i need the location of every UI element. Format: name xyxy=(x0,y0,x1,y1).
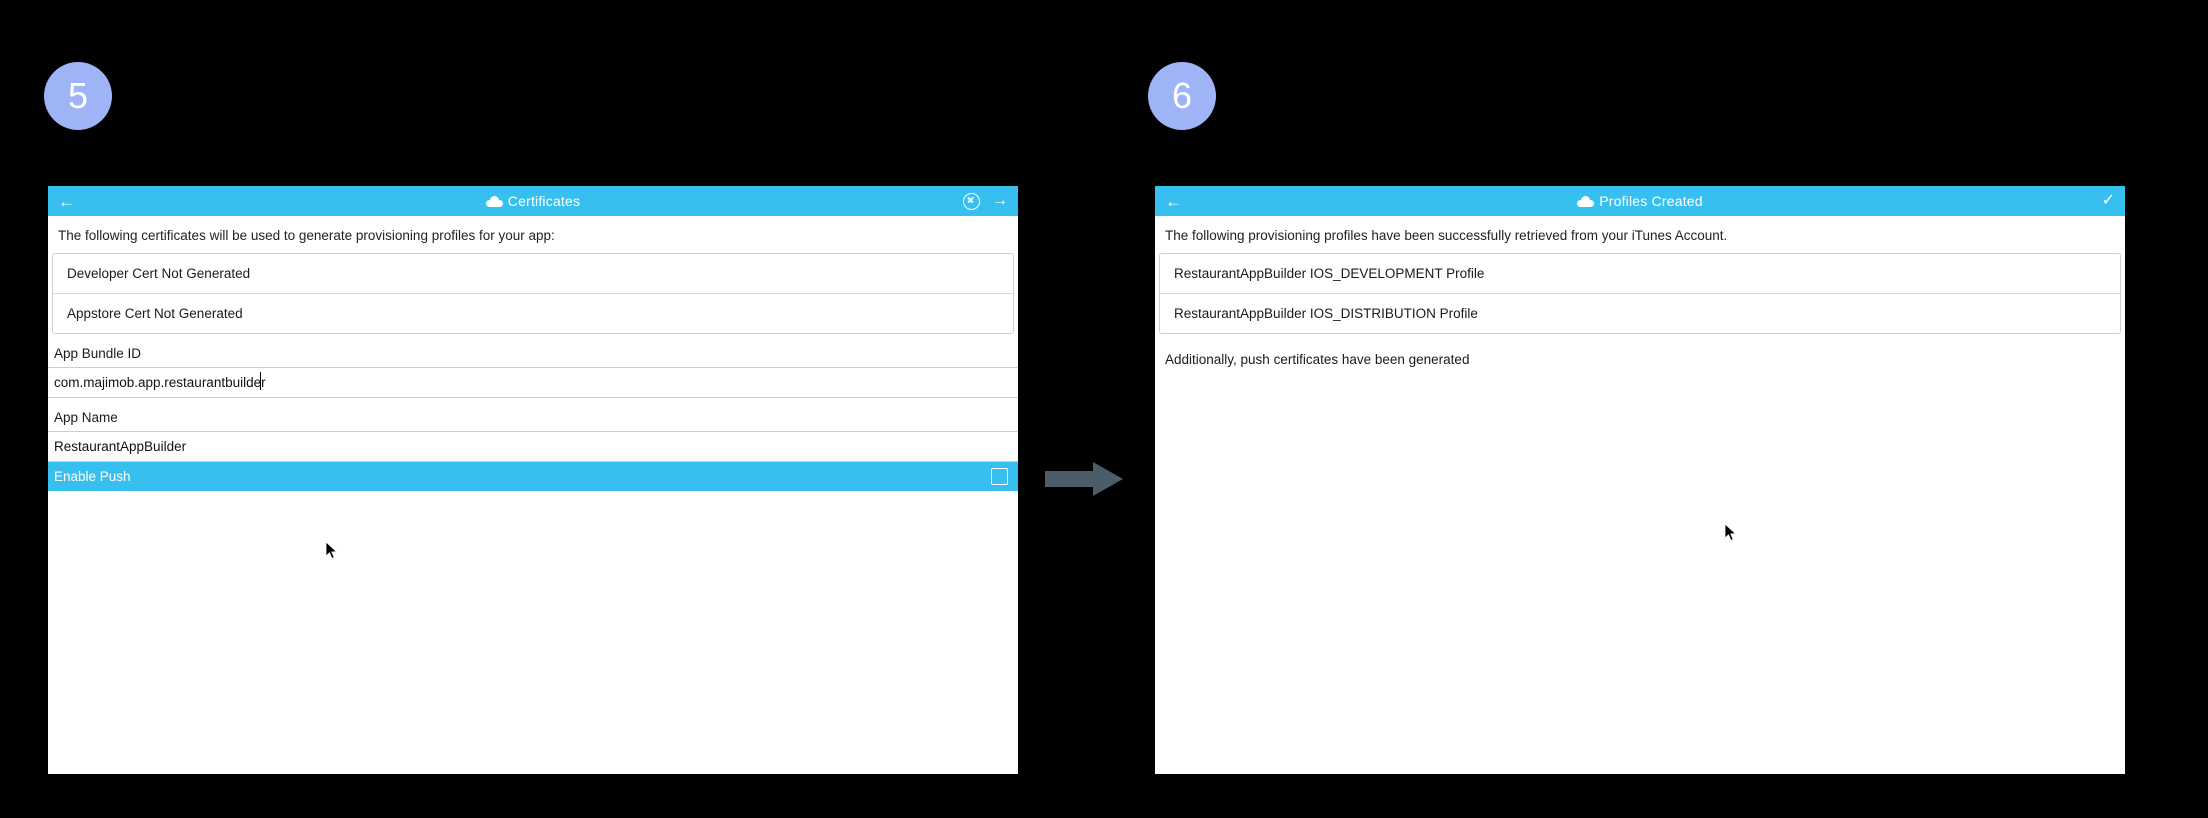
text-caret xyxy=(260,372,261,390)
flow-arrow-icon xyxy=(1045,462,1123,496)
app-name-label: App Name xyxy=(54,410,118,425)
profiles-titlebar xyxy=(1155,186,2125,216)
titlebar-actions xyxy=(2102,193,2115,209)
push-certificates-note: Additionally, push certificates have been generated xyxy=(1165,352,1470,367)
check-icon[interactable]: ✓ xyxy=(2101,192,2115,209)
window-title: Certificates xyxy=(507,193,581,209)
mouse-cursor xyxy=(1725,524,1737,542)
step-badge-5: 5 xyxy=(44,62,112,130)
step-badge-6: 6 xyxy=(1148,62,1216,130)
app-name-input[interactable] xyxy=(48,431,1018,462)
enable-push-label: Enable Push xyxy=(54,469,131,484)
window-title: Profiles Created xyxy=(1599,193,1703,209)
list-item[interactable]: RestaurantAppBuilder IOS_DEVELOPMENT Profile xyxy=(1160,254,2120,294)
profiles-body xyxy=(1155,216,2125,774)
app-bundle-id-label: App Bundle ID xyxy=(54,346,142,361)
back-arrow-icon[interactable]: ← xyxy=(1165,191,1182,211)
certificates-intro-text: The following certificates will be used to generate provisioning profiles for your app: xyxy=(58,228,555,243)
profiles-intro-text: The following provisioning profiles have been successfully retrieved from your iTunes Account. xyxy=(1165,228,1728,243)
profiles-title-group xyxy=(1155,193,2125,209)
list-item[interactable]: Developer Cert Not Generated xyxy=(53,254,1013,294)
mouse-cursor xyxy=(326,542,338,560)
certificates-window xyxy=(48,186,1018,774)
certificates-body xyxy=(48,216,1018,774)
app-bundle-id-field-wrap xyxy=(48,367,1018,398)
back-arrow-icon[interactable]: ← xyxy=(58,191,75,211)
profiles-created-window xyxy=(1155,186,2125,774)
close-circle-icon[interactable] xyxy=(963,193,980,210)
certificates-list xyxy=(52,253,1014,334)
app-name-field-wrap xyxy=(48,431,1018,462)
titlebar-actions xyxy=(963,193,1008,210)
enable-push-row[interactable] xyxy=(48,462,1018,491)
profiles-list xyxy=(1159,253,2121,334)
arrow-right-icon[interactable]: → xyxy=(992,192,1008,209)
list-item[interactable]: RestaurantAppBuilder IOS_DISTRIBUTION Profile xyxy=(1174,306,1478,321)
list-item[interactable]: Appstore Cert Not Generated xyxy=(67,306,243,321)
cloud-icon xyxy=(1577,196,1594,207)
enable-push-checkbox[interactable] xyxy=(991,468,1008,485)
certificates-title-group xyxy=(48,193,1018,209)
cloud-icon xyxy=(486,196,503,207)
certificates-titlebar xyxy=(48,186,1018,216)
app-bundle-id-input[interactable] xyxy=(48,367,1018,398)
